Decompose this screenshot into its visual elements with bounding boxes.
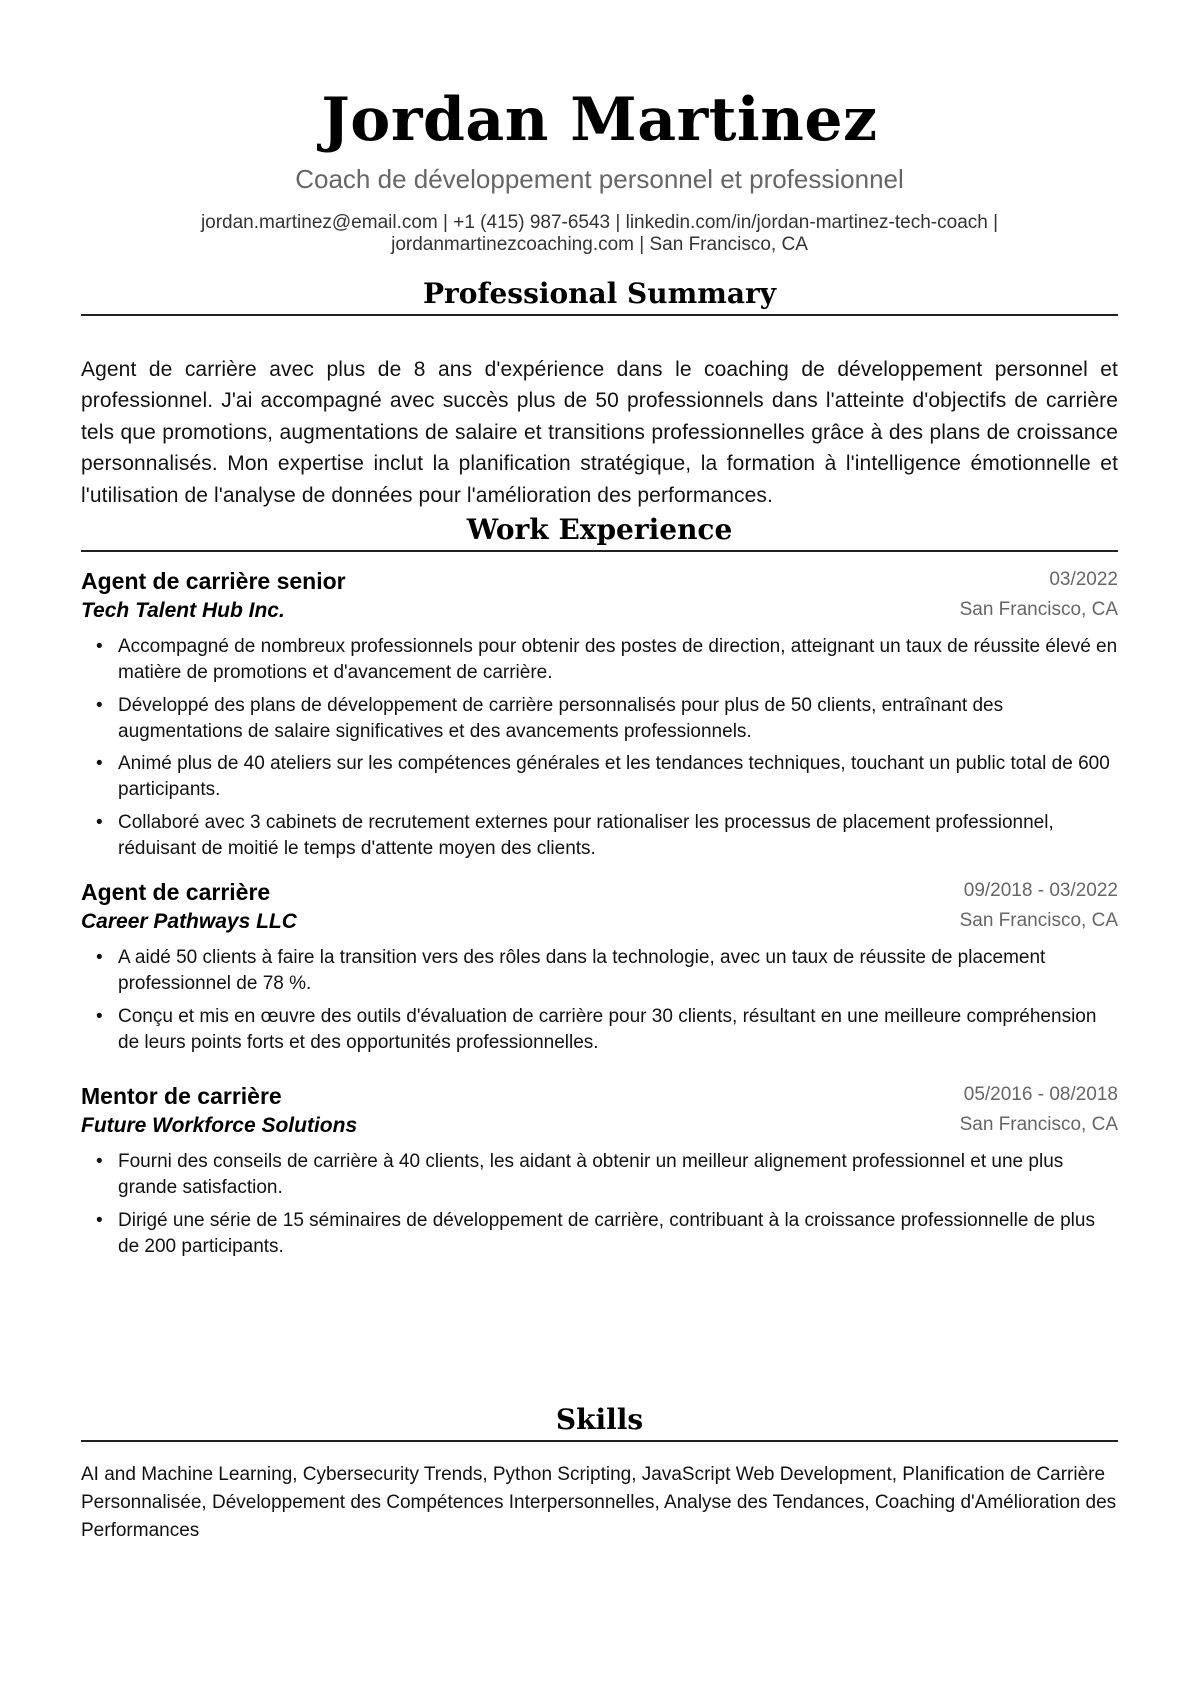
job-title: Agent de carrière bbox=[81, 879, 271, 905]
skills-heading: Skills bbox=[555, 1403, 644, 1436]
job-location: San Francisco, CA bbox=[959, 599, 1118, 620]
job-entry bbox=[81, 566, 1118, 868]
job-bullets bbox=[81, 945, 1118, 1056]
candidate-name: Jordan Martinez bbox=[321, 85, 878, 155]
job-date: 05/2016 - 08/2018 bbox=[963, 1084, 1118, 1105]
job-title: Mentor de carrière bbox=[81, 1083, 282, 1109]
job-bullets bbox=[81, 1149, 1118, 1260]
summary-heading: Professional Summary bbox=[422, 277, 777, 310]
contact-line-2: jordanmartinezcoaching.com | San Francisco, CA bbox=[391, 234, 808, 255]
job-bullet: • Accompagné de nombreux professionnels pour obtenir des postes de direction, atteignant un taux de réussite élevé en matière de promotions et d'avancement de carrière. bbox=[81, 634, 1118, 686]
job-bullet: • Dirigé une série de 15 séminaires de développement de carrière, contribuant à la croissance professionnelle de plus de 200 participants. bbox=[81, 1208, 1118, 1260]
job-title: Agent de carrière senior bbox=[81, 568, 346, 594]
experience-heading: Work Experience bbox=[466, 513, 733, 546]
summary-divider bbox=[81, 314, 1118, 316]
contact-info bbox=[81, 212, 1118, 256]
skills-divider bbox=[81, 1440, 1118, 1442]
job-bullet: • Fourni des conseils de carrière à 40 clients, les aidant à obtenir un meilleur alignement professionnel et une plus grande satisfaction. bbox=[81, 1149, 1118, 1201]
job-bullet: • Développé des plans de développement de carrière personnalisés pour plus de 50 clients, entraînant des augmentations de salaire significatives et des avancements professionnels. bbox=[81, 693, 1118, 745]
job-bullets bbox=[81, 634, 1118, 862]
job-company: Career Pathways LLC bbox=[81, 910, 297, 933]
job-date: 09/2018 - 03/2022 bbox=[963, 880, 1118, 901]
job-entry bbox=[81, 877, 1118, 1062]
job-bullet: • Animé plus de 40 ateliers sur les compétences générales et les tendances techniques, touchant un public total de 600 participants. bbox=[81, 751, 1118, 803]
job-location: San Francisco, CA bbox=[959, 910, 1118, 931]
job-entry bbox=[81, 1081, 1118, 1266]
contact-line-1: jordan.martinez@email.com | +1 (415) 987-6543 | linkedin.com/in/jordan-martinez-tech-coach | bbox=[200, 212, 999, 233]
summary-text: Agent de carrière avec plus de 8 ans d'expérience dans le coaching de développement personnel et professionnel. J'ai accompagné avec succès plus de 50 professionnels dans l'atteinte d'objectifs de carrière tels que promotions, augmentations de salaire et transitions professionnelles grâce à des plans de croissance personnalisés. Mon expertise inclut la planification stratégique, la formation à l'intelligence émotionnelle et l'utilisation de l'analyse de données pour l'amélioration des performances. bbox=[81, 358, 1118, 507]
candidate-subtitle: Coach de développement personnel et professionnel bbox=[295, 164, 904, 194]
experience-divider bbox=[81, 550, 1118, 552]
skills-text: AI and Machine Learning, Cybersecurity Trends, Python Scripting, JavaScript Web Development, Planification de Carrière Personnalisée, Développement des Compétences Interpersonnelles, Analyse des Tendances, Coaching d'Amélioration des Performances bbox=[81, 1464, 1117, 1541]
job-company: Tech Talent Hub Inc. bbox=[81, 599, 285, 622]
job-bullet: • A aidé 50 clients à faire la transition vers des rôles dans la technologie, avec un taux de réussite de placement professionnel de 78 %. bbox=[81, 945, 1118, 997]
job-location: San Francisco, CA bbox=[959, 1114, 1118, 1135]
job-company: Future Workforce Solutions bbox=[81, 1114, 358, 1137]
job-date: 03/2022 bbox=[1049, 569, 1118, 590]
job-bullet: • Conçu et mis en œuvre des outils d'évaluation de carrière pour 30 clients, résultant en une meilleure compréhension de leurs points forts et des opportunités professionnelles. bbox=[81, 1004, 1118, 1056]
job-bullet: • Collaboré avec 3 cabinets de recrutement externes pour rationaliser les processus de placement professionnel, réduisant de moitié le temps d'attente moyen des clients. bbox=[81, 810, 1118, 862]
